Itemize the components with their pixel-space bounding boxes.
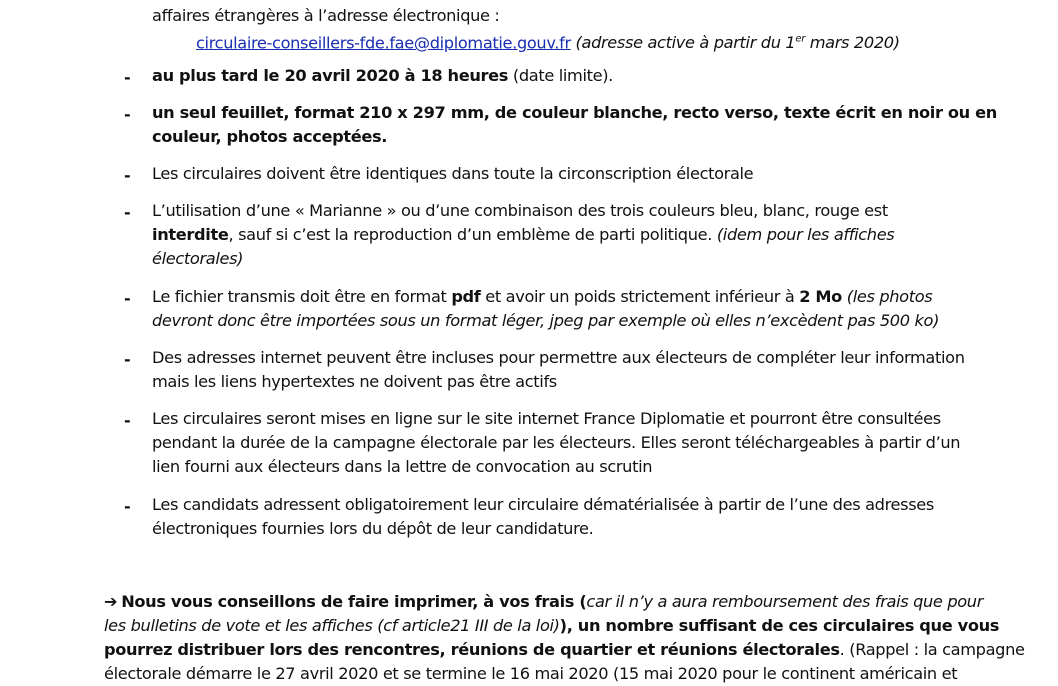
advice-line1: ➔ Nous vous conseillons de faire imprimer, à vos frais (car il n’y a aura remboursement des frais que pour [104, 590, 983, 614]
intro-line: affaires étrangères à l’adresse électronique : [152, 6, 500, 25]
bullet-deadline: au plus tard le 20 avril 2020 à 18 heures (date limite). [152, 66, 613, 85]
arrow-right-icon: ➔ [104, 592, 118, 611]
bullet-dash: - [124, 166, 131, 185]
bullet-dash: - [124, 203, 131, 222]
email-note: (adresse active à partir du 1er mars 2020) [570, 33, 900, 53]
bullet-dash: - [124, 289, 131, 308]
bullet-internet-line2: mais les liens hypertextes ne doivent pas être actifs [152, 372, 557, 391]
bullet-format-line1: un seul feuillet, format 210 x 297 mm, de couleur blanche, recto verso, texte écrit en noir ou en [152, 103, 997, 122]
bullet-sender-line2: électroniques fournies lors du dépôt de leur candidature. [152, 519, 594, 538]
bullet-pdf-line2: devront donc être importées sous un format léger, jpeg par exemple où elles n’excèdent pas 500 ko) [152, 311, 940, 330]
bullet-online-line3: lien fourni aux électeurs dans la lettre de convocation au scrutin [152, 457, 653, 476]
advice-line2: les bulletins de vote et les affiches (cf article21 III de la loi)), un nombre suffisant de ces circulaires que vous [104, 616, 1000, 635]
advice-line3: pourrez distribuer lors des rencontres, réunions de quartier et réunions électorales. (Rappel : la campagne [104, 640, 1025, 659]
bullet-identical: Les circulaires doivent être identiques dans toute la circonscription électorale [152, 164, 754, 183]
bullet-marianne-line3: électorales) [152, 249, 244, 268]
bullet-format-line2: couleur, photos acceptées. [152, 127, 388, 146]
bullet-pdf-line1: Le fichier transmis doit être en format pdf et avoir un poids strictement inférieur à 2 Mo (les photos [152, 287, 933, 306]
bullet-marianne-line1: L’utilisation d’une « Marianne » ou d’une combinaison des trois couleurs bleu, blanc, rouge est [152, 201, 888, 220]
advice-line4: électorale démarre le 27 avril 2020 et se termine le 16 mai 2020 (15 mai 2020 pour le continent américain et [104, 664, 958, 683]
bullet-dash: - [124, 105, 131, 124]
bullet-online-line1: Les circulaires seront mises en ligne sur le site internet France Diplomatie et pourront être consultées [152, 409, 941, 428]
bullet-dash: - [124, 497, 131, 516]
email-link[interactable]: circulaire-conseillers-fde.fae@diplomatie.gouv.fr [196, 33, 571, 53]
bullet-sender-line1: Les candidats adressent obligatoirement leur circulaire dématérialisée à partir de l’une des adresses [152, 495, 934, 514]
bullet-dash: - [124, 68, 131, 87]
bullet-internet-line1: Des adresses internet peuvent être incluses pour permettre aux électeurs de compléter leur information [152, 348, 965, 367]
bullet-marianne-line2: interdite, sauf si c’est la reproduction d’un emblème de parti politique. (idem pour les affiches [152, 225, 895, 244]
email-line [196, 28, 900, 55]
bullet-dash: - [124, 411, 131, 430]
bullet-online-line2: pendant la durée de la campagne électorale par les électeurs. Elles seront téléchargeables à partir d’un [152, 433, 961, 452]
bullet-dash: - [124, 350, 131, 369]
